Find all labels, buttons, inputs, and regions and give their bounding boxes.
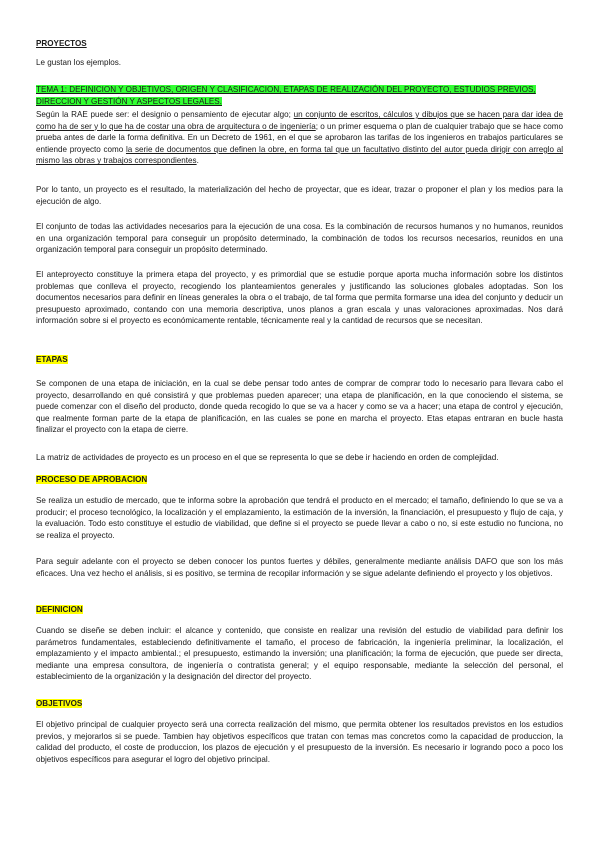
paragraph-definicion: Cuando se diseñe se deben incluir: el alcance y contenido, que consiste en realizar una revisión del estudio de viabilidad para definir los parámetros fundamentales, estableciendo definitivamente el tamaño, el proceso de fabricación, la ingeniería preliminar, la localización, el emplazamiento y el impacto ambiental.; el presupuesto, estimando la inversión; una planificación; la forma de ejecución, que puede ser directa, mediante una empresa consultora, de ingeniería o contratista general; y el equipo responsable, mediante la selección del personal, el establecimiento de la organización y la designación del director del proyecto. <box>36 626 563 682</box>
paragraph-conjunto: El conjunto de todas las actividades necesarios para la ejecución de una cosa. Es la combinación de recursos humanos y no humanos, reunidos en una organización temporal para conseguir un propósito determinado, la combinación de todos los recursos necesarios, reunidos en una organización temporal para conseguir un propósito determinado. <box>36 222 563 255</box>
aprobacion-heading-text: PROCESO DE APROBACION <box>36 475 148 484</box>
definicion-heading <box>36 604 563 616</box>
p1-text-e: . <box>196 156 199 166</box>
paragraph-estudio-mercado: Se realiza un estudio de mercado, que te informa sobre la aprobación que tendrá el producto en el mercado; el tamaño, definiendo lo que se va a producir; el proceso tecnológico, la localización y el emplazamiento, la estimación de la inversión, la financiación, el presupuesto y flujo de caja, y la evaluación. Todo esto constituye el estudio de viabilidad, que define si el proyecto se puede llevar a cabo o no, si este estudio no funciona, no se realiza el proyecto. <box>36 496 563 540</box>
aprobacion-heading <box>36 474 563 486</box>
etapas-heading <box>36 354 563 366</box>
etapas-heading-text: ETAPAS <box>36 355 68 364</box>
paragraph-anteproyecto: El anteproyecto constituye la primera etapa del proyecto, y es primordial que se estudie porque aporta mucha información sobre los distintos problemas que conlleva el proyecto, recogiendo los planteamientos generales y justificando las soluciones globales adoptadas. Son los documentos necesarios para definir en líneas generales la obra o el trabajo, de tal forma que permita formarse una idea del conjunto y deducir un presupuesto aproximado, contando con una memoria descriptiva, unos planos a gran escala y unas valoraciones aproximadas. Nos dará información sobre si el proyecto es económicamente rentable, técnicamente real y la cantidad de recursos que se necesitan. <box>36 270 563 326</box>
paragraph-matriz: La matriz de actividades de proyecto es un proceso en el que se representa lo que se debe ir haciendo en orden de complejidad. <box>36 453 499 462</box>
intro-line: Le gustan los ejemplos. <box>36 58 122 67</box>
paragraph-dafo: Para seguir adelante con el proyecto se deben conocer los puntos fuertes y débiles, generalmente mediante análisis DAFO que son los más eficaces. Una vez hecho el análisis, si es positivo, se termina de recopilar información y se sigue adelante definiendo el proyecto y los objetivos. <box>36 557 563 578</box>
objetivos-heading-text: OBJETIVOS <box>36 699 83 708</box>
document-title: PROYECTOS <box>36 39 87 48</box>
tema-heading <box>36 84 563 107</box>
p1-underlined-decreto: la serie de documentos que definen la obre, en forma tal que un facultativo distinto del autor pueda dirigir con arreglo al mismo las obras y trabajos correspondientes <box>36 144 563 166</box>
paragraph-resultado: Por lo tanto, un proyecto es el resultado, la materialización del hecho de proyectar, que es idear, trazar o proponer el plan y los medios para la ejecución de algo. <box>36 185 563 206</box>
objetivos-heading <box>36 698 563 710</box>
tema-heading-text: TEMA 1: DEFINICION Y OBJETIVOS, ORIGEN Y CLASIFICACION, ETAPAS DE REALIZACIÓN DEL PROYECTO, ESTUDIOS PREVIOS, DIRECCION Y GESTIÓN Y ASPECTOS LEGALES. <box>36 85 536 106</box>
p1-text-a: Según la RAE puede ser: el designio o pensamiento de ejecutar algo; <box>36 110 294 119</box>
paragraph-etapas: Se componen de una etapa de iniciación, en la cual se debe pensar todo antes de comprar de comprar todo lo necesario para llevara cabo el proyecto, desarrollando en qué consistirá y que problemas pueden aparecer; una etapa de planificación, en la que conociendo el sistema, se puede comenzar con el diseño del producto, donde queda recogido lo que se va a hacer y como se va a hacer; una etapa de control y ejecución, que realmente forman parte de la etapa de planificación, en las cuales se pone en marcha el proyecto. Etas etapas entraran en bucle hasta finalizar el proyecto con la etapa de cierre. <box>36 379 563 435</box>
definicion-heading-text: DEFINICION <box>36 605 83 614</box>
paragraph-definicion-rae <box>36 109 563 167</box>
paragraph-objetivos: El objetivo principal de cualquier proyecto será una correcta realización del mismo, que permita obtener los resultados previstos en los estudios previos, y mejorarlos si se puede. Tambien hay objetivos específicos que tratan con temas mas concretos como la capacidad de produccion, la calidad del producto, el coste de produccion, los plazos de ejecución y el presupuesto de la inversión. Es necesario ir logrando poco a poco los objetivos específicos para asegurar el logro del objetivo principal. <box>36 720 563 764</box>
p1-underlined-definition: un conjunto de escritos, cálculos y dibujos que se hacen para dar idea de como ha de ser y lo que ha de costar una obra de arquitectura o de ingeniería <box>36 110 563 131</box>
p1-text-c: ; o un primer esquema o plan de cualquier trabajo que se hace como prueba antes de darle la forma definitiva. En un Decreto de 1961, en el que se aprobaron las tarifas de los ingenieros en trabajos particulares se entiende proyecto como <box>36 121 563 154</box>
